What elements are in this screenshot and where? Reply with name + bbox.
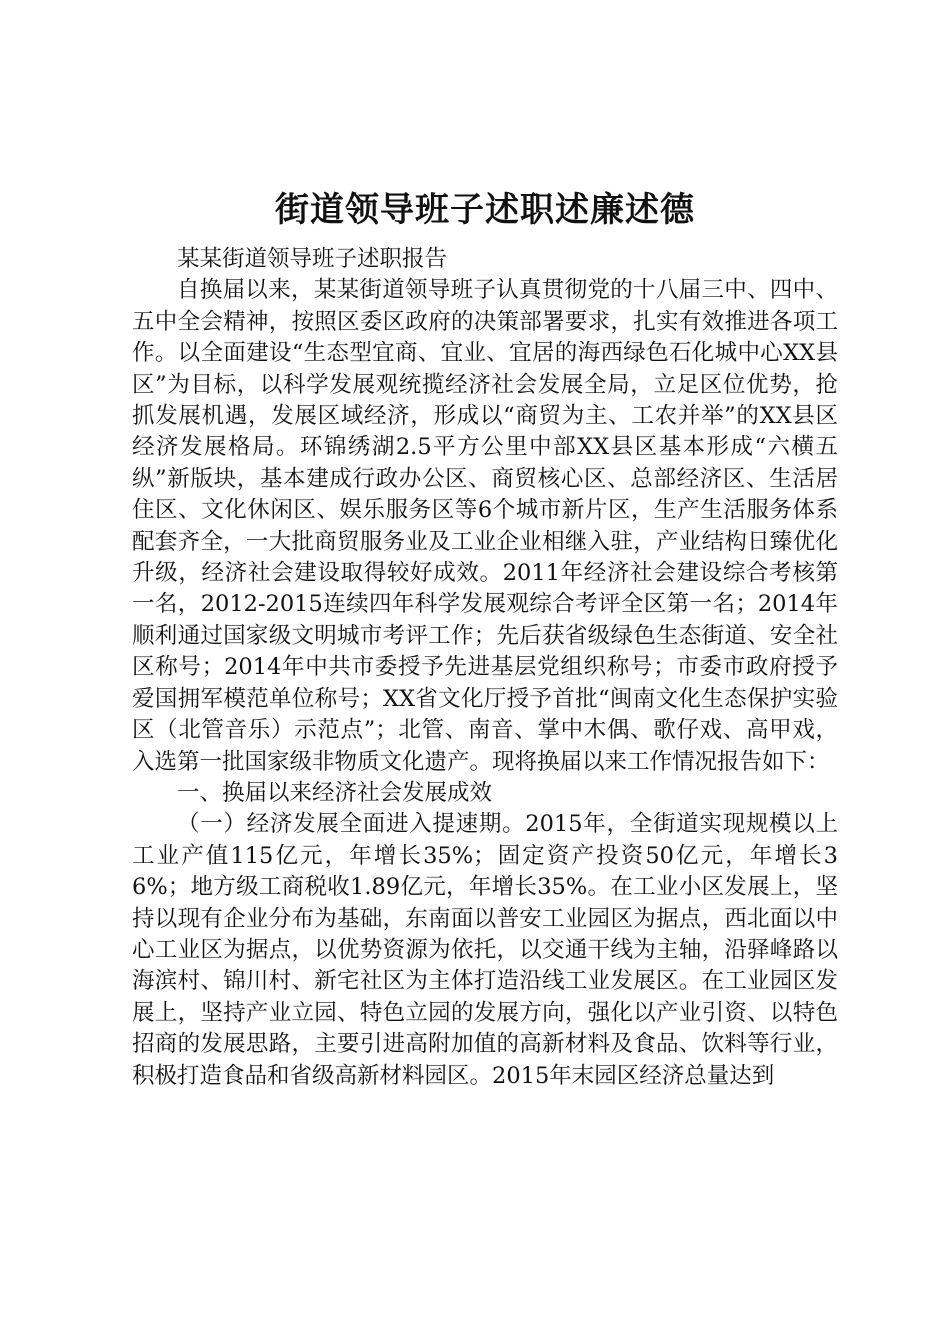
section-heading: 一、换届以来经济社会发展成效 (177, 779, 493, 806)
report-subtitle: 某某街道领导班子述职报告 (177, 246, 448, 272)
document-title: 街道领导班子述职述廉述德 (275, 190, 695, 230)
document-page (132, 182, 838, 1092)
body-paragraph: （一）经济发展全面进入提速期。2015年，全街道实现规模以上工业产值115亿元，年增长35%；固定资产投资50亿元，年增长36%；地方级工商税收1.89亿元，年增长35%。在工业小区发展上，坚持以现有企业分布为基础，东南面以普安工业园区为据点，西北面以中心工业区为据点，以优势资源为依托，以交通干线为主轴，沿驿峰路以海滨村、锦川村、新宅社区为主体打造沿线工业发展区。在工业园区发展上，坚持产业立园、特色立园的发展方向，强化以产业引资、以特色招商的发展思路，主要引进高附加值的高新材料及食品、饮料等行业，积极打造食品和省级高新材料园区。2015年末园区经济总量达到 (132, 811, 838, 1089)
body-paragraph: 自换届以来，某某街道领导班子认真贯彻党的十八届三中、四中、五中全会精神，按照区委区政府的决策部署要求，扎实有效推进各项工作。以全面建设“生态型宜商、宜业、宜居的海西绿色石化城中心XX县区”为目标，以科学发展观统揽经济社会发展全局，立足区位优势，抢抓发展机遇，发展区域经济，形成以“商贸为主、工农并举”的XX县区经济发展格局。环锦绣湖2.5平方公里中部XX县区基本形成“六横五纵”新版块，基本建成行政办公区、商贸核心区、总部经济区、生活居住区、文化休闲区、娱乐服务区等6个城市新片区，生产生活服务体系配套齐全，一大批商贸服务业及工业企业相继入驻，产业结构日臻优化升级，经济社会建设取得较好成效。2011年经济社会建设综合考核第一名，2012-2015连续四年科学发展观综合考评全区第一名；2014年顺利通过国家级文明城市考评工作；先后获省级绿色生态街道、安全社区称号；2014年中共市委授予先进基层党组织称号；市委市政府授予爱国拥军模范单位称号；XX省文化厅授予首批“闽南文化生态保护实验区（北管音乐）示范点”；北管、南音、掌中木偶、歌仔戏、高甲戏，入选第一批国家级非物质文化遗产。现将换届以来工作情况报告如下： (132, 277, 838, 775)
